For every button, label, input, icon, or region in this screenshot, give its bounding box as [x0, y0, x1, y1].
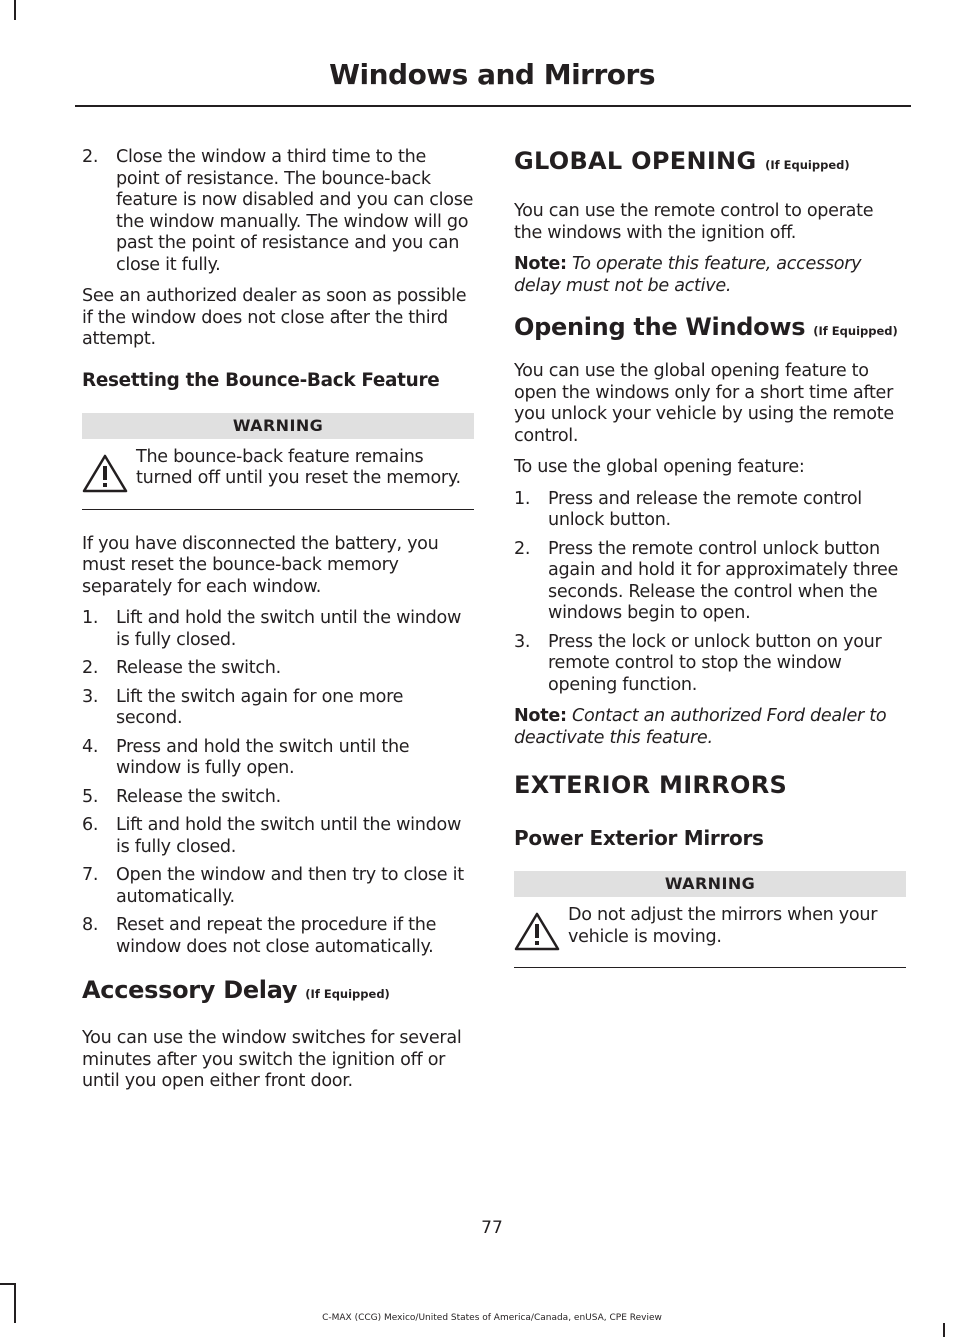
list-item	[514, 539, 906, 625]
paragraph: You can use the remote control to operate the windows with the ignition off.	[514, 201, 874, 243]
warning-text: The bounce-back feature remains turned off until you reset the memory.	[136, 446, 461, 488]
step-text: Press the lock or unlock button on your remote control to stop the window opening function.	[548, 631, 882, 695]
step-text: Reset and repeat the procedure if the window does not close automatically.	[116, 915, 437, 957]
warning-label: WARNING	[514, 871, 906, 897]
step-number: 4.	[82, 736, 99, 757]
if-equipped-label: (If Equipped)	[305, 987, 390, 1001]
list-item	[82, 147, 474, 276]
list-item	[514, 632, 906, 697]
heading-text: GLOBAL OPENING	[514, 147, 757, 175]
step-text: Lift and hold the switch until the window is fully closed.	[116, 608, 462, 650]
step-text: Lift the switch again for one more second.	[116, 686, 404, 728]
heading-text: Opening the Windows	[514, 313, 806, 341]
warning-body	[514, 905, 906, 955]
step-number: 2.	[514, 538, 531, 559]
header-divider	[75, 105, 911, 107]
step-number: 7.	[82, 865, 99, 885]
page-title: Windows and Mirrors	[329, 58, 655, 91]
list-item	[82, 658, 474, 680]
list-item	[82, 815, 474, 858]
step-number: 2.	[82, 658, 99, 678]
step-number: 1.	[514, 488, 531, 509]
step-text: Press the remote control unlock button again and hold it for approximately three seconds. Release the control when the windows begin to open.	[548, 538, 899, 623]
step-number: 2.	[82, 147, 99, 167]
footer-text: C-MAX (CCG) Mexico/United States of America/Canada, enUSA, CPE Review	[322, 1313, 662, 1323]
reset-steps-list	[82, 608, 474, 958]
list-item	[82, 787, 474, 809]
note-text: Contact an authorized Ford dealer to deactivate this feature.	[514, 706, 887, 748]
section-heading-exterior-mirrors: EXTERIOR MIRRORS	[514, 771, 788, 799]
step-number: 8.	[82, 915, 99, 935]
step-text: Open the window and then try to close it automatically.	[116, 865, 464, 907]
right-column	[514, 147, 906, 992]
warning-body	[82, 447, 474, 497]
step-number: 1.	[82, 608, 99, 628]
step-text: Release the switch.	[116, 658, 281, 678]
step-text: Press and hold the switch until the window is fully open.	[116, 736, 410, 778]
crop-mark-bottom-right	[943, 1323, 945, 1337]
note	[514, 706, 906, 749]
section-heading-opening-windows	[514, 313, 906, 345]
list-item	[514, 489, 906, 532]
page-number: 77	[481, 1218, 503, 1238]
section-heading-power-exterior-mirrors: Power Exterior Mirrors	[514, 826, 764, 850]
crop-mark-top-left	[14, 0, 16, 20]
section-heading-reset: Resetting the Bounce-Back Feature	[82, 369, 440, 391]
warning-text: Do not adjust the mirrors when your vehicle is moving.	[568, 905, 878, 947]
paragraph: You can use the window switches for several minutes after you switch the ignition off or until you open either front door.	[82, 1028, 462, 1091]
step-text: Close the window a third time to the point of resistance. The bounce-back feature is now disabled and you can close the window manually. The window will go past the point of resistance and you can close it fully.	[116, 147, 474, 275]
section-heading-accessory-delay	[82, 976, 474, 1008]
list-item	[82, 865, 474, 908]
list-item	[82, 608, 474, 651]
warning-box	[82, 413, 474, 510]
warning-triangle-icon	[82, 447, 136, 497]
step-text: Press and release the remote control unlock button.	[548, 488, 862, 530]
step-number: 3.	[82, 686, 99, 707]
note-label: Note:	[514, 254, 567, 274]
paragraph: If you have disconnected the battery, you must reset the bounce-back memory separately for each window.	[82, 533, 439, 597]
list-item	[82, 737, 474, 780]
left-column	[82, 147, 474, 1103]
continued-steps-list	[82, 147, 474, 276]
paragraph: To use the global opening feature:	[514, 457, 805, 477]
note	[514, 254, 906, 297]
crop-mark-bottom-left-h	[0, 1283, 14, 1285]
list-item	[82, 915, 474, 958]
paragraph: See an authorized dealer as soon as possible if the window does not close after the third attempt.	[82, 286, 467, 349]
step-text: Release the switch.	[116, 786, 281, 807]
paragraph: You can use the global opening feature to open the windows only for a short time after you unlock your vehicle by using the remote control.	[514, 361, 894, 446]
step-number: 5.	[82, 786, 99, 807]
step-text: Lift and hold the switch until the window is fully closed.	[116, 815, 462, 857]
section-heading-global-opening	[514, 147, 906, 179]
note-label: Note:	[514, 706, 567, 726]
global-opening-steps-list	[514, 489, 906, 697]
list-item	[82, 687, 474, 730]
heading-text: Accessory Delay	[82, 976, 298, 1004]
warning-label: WARNING	[82, 413, 474, 439]
warning-triangle-icon	[514, 905, 568, 955]
if-equipped-label: (If Equipped)	[813, 324, 898, 338]
note-text: To operate this feature, accessory delay must not be active.	[514, 254, 862, 296]
step-number: 6.	[82, 815, 99, 835]
step-number: 3.	[514, 631, 531, 652]
warning-box	[514, 871, 906, 968]
if-equipped-label: (If Equipped)	[765, 158, 850, 172]
